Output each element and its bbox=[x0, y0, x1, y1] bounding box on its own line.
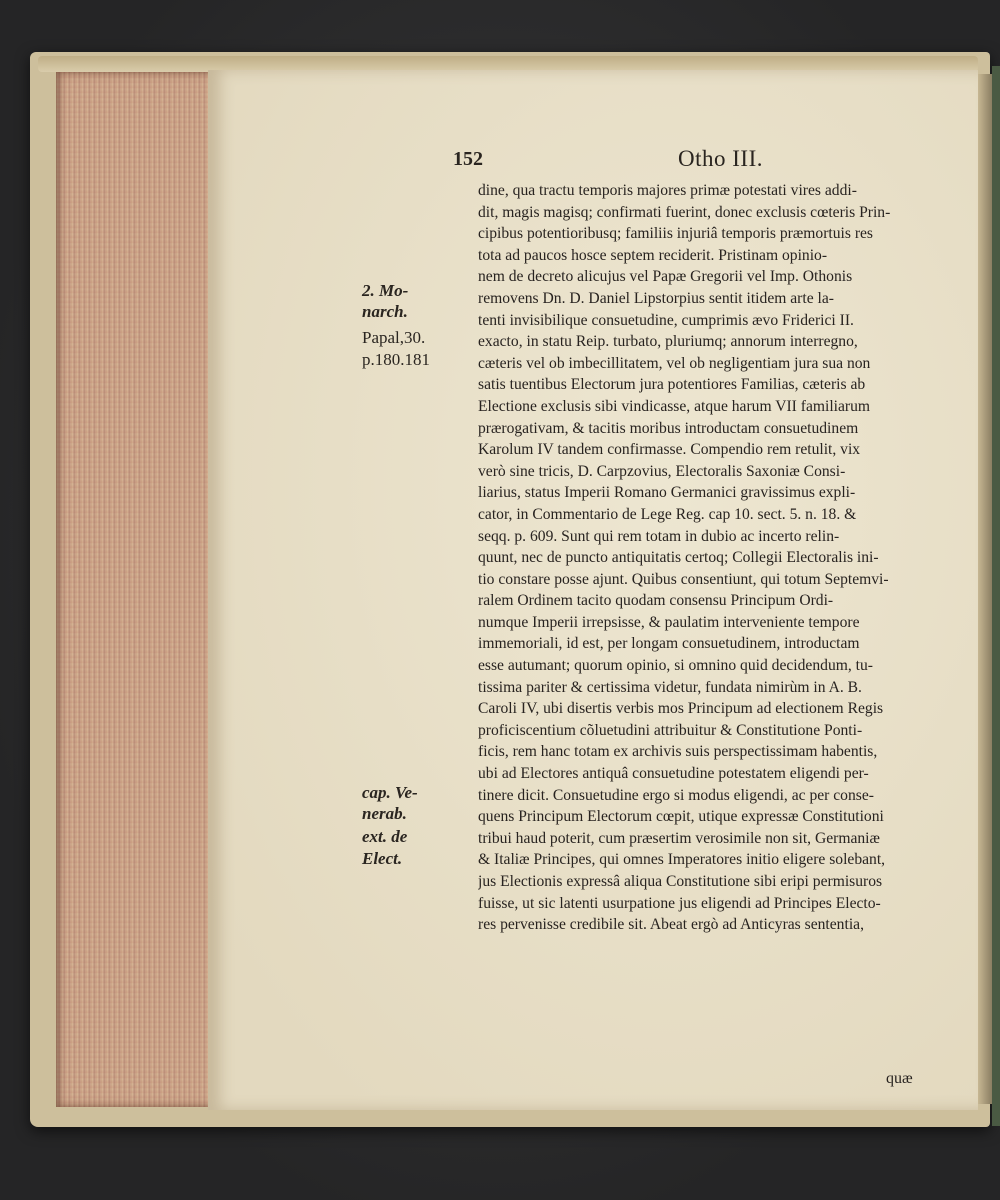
text-line: esse autumant; quorum opinio, si omnino quid decidendum, tu- bbox=[478, 657, 873, 675]
running-head: Otho III. bbox=[678, 146, 763, 171]
text-line: immemoriali, id est, per longam consuetudinem, introductam bbox=[478, 635, 860, 653]
text-line: cipibus potentioribusq; familiis injuriâ temporis præmortuis res bbox=[478, 225, 873, 243]
text-line: fuisse, ut sic latenti usurpatione jus eligendi ad Principes Electo- bbox=[478, 894, 881, 912]
book bbox=[30, 52, 1000, 1127]
book-page bbox=[208, 70, 978, 1110]
text-line: tota ad paucos hosce septem reciderit. Pristinam opinio- bbox=[478, 246, 828, 264]
margin-note: cap. Ve- bbox=[362, 783, 418, 802]
adjacent-volume-strip bbox=[992, 66, 1000, 1126]
text-line: cæteris vel ob imbecillitatem, vel ob negligentiam jura sua non bbox=[478, 354, 871, 372]
margin-note: Papal,30. bbox=[362, 328, 426, 347]
text-line: exacto, in statu Reip. turbato, pluriumq; annorum interregno, bbox=[478, 333, 858, 351]
text-line: prærogativam, & tacitis moribus introductam consuetudinem bbox=[478, 419, 859, 437]
text-line: verò sine tricis, D. Carpzovius, Electoralis Saxoniæ Consi- bbox=[478, 462, 846, 480]
margin-note: nerab. bbox=[362, 804, 407, 823]
text-line: Karolum IV tandem confirmasse. Compendio rem retulit, vix bbox=[478, 441, 861, 459]
margin-notes bbox=[362, 70, 472, 1070]
text-line: ralem Ordinem tacito quodam consensu Principum Ordi- bbox=[478, 592, 834, 610]
text-line: ficis, rem hanc totam ex archivis suis perspectissimam habentis, bbox=[478, 743, 878, 761]
text-line: Caroli IV, ubi disertis verbis mos Principum ad electionem Regis bbox=[478, 700, 884, 718]
text-line: proficiscentium cõluetudini attribuitur & Constitutione Ponti- bbox=[478, 721, 863, 739]
text-line: removens Dn. D. Daniel Lipstorpius sentit itidem arte la- bbox=[478, 289, 834, 307]
text-line: & Italiæ Principes, qui omnes Imperatores initio eligere solebant, bbox=[478, 851, 886, 869]
text-line: tinere dicit. Consuetudine ergo si modus eligendi, ac per conse- bbox=[478, 786, 874, 804]
catchword: quæ bbox=[886, 1070, 913, 1087]
margin-note: Elect. bbox=[362, 849, 403, 868]
text-line: numque Imperii irrepsisse, & paulatim interveniente tempore bbox=[478, 613, 860, 631]
text-line: Electione exclusis sibi vindicasse, atque harum VII familiarum bbox=[478, 397, 871, 415]
text-line: quunt, nec de puncto antiquitatis certoq; Collegii Electoralis ini- bbox=[478, 549, 879, 567]
margin-note: ext. de bbox=[362, 827, 408, 846]
body-text bbox=[478, 180, 938, 936]
text-line: tenti invisibilique consuetudine, cumprimis ævo Friderici II. bbox=[478, 311, 854, 329]
page-number: 152 bbox=[453, 148, 483, 170]
margin-note: p.180.181 bbox=[362, 350, 430, 369]
margin-note: narch. bbox=[362, 302, 408, 321]
page-header bbox=[453, 146, 953, 176]
text-line: liarius, status Imperii Romano Germanici gravissimus expli- bbox=[478, 484, 856, 502]
text-line: tio constare posse ajunt. Quibus consentiunt, qui totum Septemvi- bbox=[478, 570, 889, 588]
text-line: nem de decreto alicujus vel Papæ Gregorii vel Imp. Othonis bbox=[478, 268, 853, 286]
text-line: tribui haud poterit, cum præsertim verosimile non sit, Germaniæ bbox=[478, 829, 880, 847]
text-line: quens Principum Electorum cœpit, utique expressæ Constitutioni bbox=[478, 808, 884, 826]
text-line: ubi ad Electores antiquâ consuetudine potestatem eligendi per- bbox=[478, 765, 869, 783]
text-line: res pervenisse credibile sit. Abeat ergò ad Anticyras sententia, bbox=[478, 916, 864, 934]
text-line: dine, qua tractu temporis majores primæ potestati vires addi- bbox=[478, 182, 857, 199]
text-line: seqq. p. 609. Sunt qui rem totam in dubio ac incerto relin- bbox=[478, 527, 840, 545]
text-line: satis tuentibus Electorum jura potentiores Familias, cæteris ab bbox=[478, 376, 866, 394]
text-line: tissima pariter & certissima videtur, fundata nimirùm in A. B. bbox=[478, 678, 862, 696]
page-edge-right bbox=[978, 74, 992, 1104]
text-line: jus Electionis expressâ aliqua Constitutione sibi eripi permisuros bbox=[478, 873, 883, 890]
text-line: cator, in Commentario de Lege Reg. cap 10. sect. 5. n. 18. & bbox=[478, 505, 857, 523]
margin-note: 2. Mo- bbox=[362, 281, 409, 300]
text-line: dit, magis magisq; confirmati fuerint, donec exclusis cœteris Prin- bbox=[478, 203, 891, 221]
